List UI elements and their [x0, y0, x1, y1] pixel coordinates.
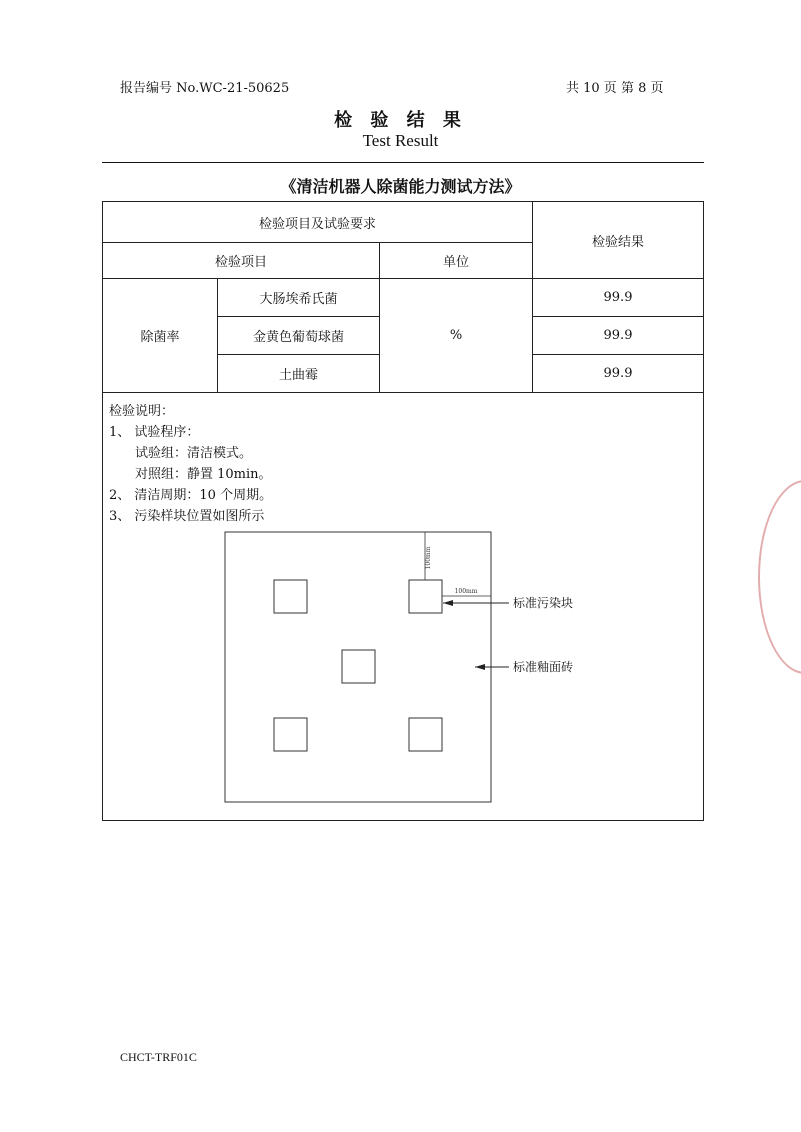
- organism-name: 金黄色葡萄球菌: [252, 330, 344, 345]
- title-en: Test Result: [362, 131, 439, 150]
- result-value: 99.9: [603, 290, 633, 305]
- notes-title: 检验说明：: [109, 404, 175, 419]
- result-table: [102, 201, 704, 821]
- seal-stamp: [758, 480, 801, 674]
- title-cn: 检 验 结 果: [334, 110, 467, 131]
- dimension-label-vertical: 100mm: [425, 546, 432, 570]
- label-glazed-tile: 标准釉面砖: [513, 660, 574, 674]
- organism-name: 土曲霉: [278, 368, 318, 383]
- notes-item-3: 3、 污染样块位置如图所示: [109, 509, 265, 524]
- method-title: 《清洁机器人除菌能力测试方法》: [280, 177, 521, 196]
- notes-item-1a: 试验组：清洁模式。: [135, 446, 253, 461]
- label-sample-block: 标准污染块: [513, 596, 574, 610]
- table-line: [103, 392, 703, 393]
- notes-item-2: 2、 清洁周期：10 个周期。: [109, 488, 273, 503]
- report-number: 报告编号 No.WC-21-50625: [120, 81, 290, 96]
- sample-block: [274, 580, 307, 613]
- sample-arrowhead: [443, 600, 453, 606]
- organism-name: 大肠埃希氏菌: [259, 292, 338, 307]
- notes-item-1: 1、 试验程序：: [109, 425, 200, 440]
- group-label: 除菌率: [140, 330, 180, 345]
- notes-item-1b: 对照组：静置 10min。: [135, 467, 272, 482]
- dimension-label-horizontal: 100mm: [454, 588, 478, 595]
- sample-block: [342, 650, 375, 683]
- result-value: 99.9: [603, 366, 633, 381]
- header-items-requirements: 检验项目及试验要求: [258, 216, 376, 232]
- tile-arrowhead: [475, 664, 485, 670]
- form-number: CHCT-TRF01C: [120, 1050, 197, 1064]
- sample-block: [274, 718, 307, 751]
- header-result: 检验结果: [591, 234, 644, 250]
- title-divider: [102, 162, 704, 163]
- page-info: 共 10 页 第 8 页: [566, 81, 664, 96]
- unit-value: %: [449, 328, 463, 343]
- sample-layout-diagram: [223, 530, 693, 805]
- sample-block: [409, 580, 442, 613]
- result-value: 99.9: [603, 328, 633, 343]
- header-unit: 单位: [442, 255, 469, 270]
- sample-block: [409, 718, 442, 751]
- header-item: 检验项目: [214, 255, 267, 270]
- glazed-tile: [225, 532, 491, 802]
